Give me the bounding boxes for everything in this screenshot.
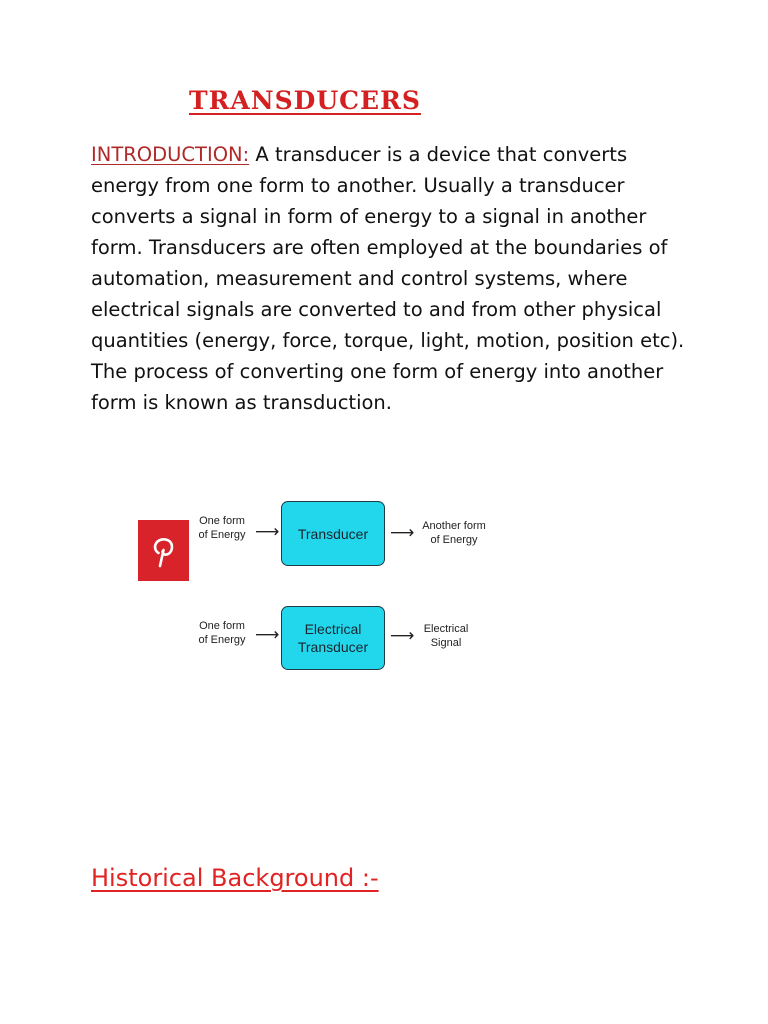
transducer-box-label: Transducer (297, 525, 369, 542)
row1-output-arrow: ⟶ (390, 523, 415, 543)
electrical-transducer-box (281, 606, 385, 670)
historical-background-heading: Historical Background :- (91, 864, 379, 892)
row2-output-line1: Electrical (423, 623, 469, 635)
introduction-text: A transducer is a device that converts energy from one form to another. Usually a transducer converts a signal in form of energy to a signal in another form. Transducers are often employed at the boundaries of automation, measurement and control systems, where electrical signals are converted to and from other physical quantities (energy, force, torque, light, motion, position etc). The process of converting one form of energy into another form is known as transduction. (91, 143, 685, 414)
row1-input-line1: One form (199, 515, 245, 527)
row2-output-label (406, 622, 486, 650)
row1-input-line2: of Energy (198, 529, 246, 541)
transducer-diagram (138, 482, 548, 677)
row1-output-line2: of Energy (430, 534, 478, 546)
row2-input-line2: of Energy (198, 634, 246, 646)
row1-output-line1: Another form (422, 520, 486, 532)
pinterest-icon (151, 534, 177, 568)
row2-input-line1: One form (199, 620, 245, 632)
row2-output-arrow: ⟶ (390, 626, 415, 646)
introduction-paragraph (91, 139, 691, 418)
row2-input-label (192, 619, 252, 647)
row2-output-line2: Signal (430, 637, 462, 649)
row1-input-arrow: ⟶ (255, 522, 280, 542)
electrical-transducer-label-line1: Electrical (304, 621, 362, 637)
row2-input-arrow: ⟶ (255, 625, 280, 645)
document-title: TRANSDUCERS (189, 86, 421, 115)
introduction-label: INTRODUCTION: (91, 143, 250, 166)
row1-input-label (192, 514, 252, 542)
pinterest-save-button[interactable] (138, 520, 189, 581)
transducer-box (281, 501, 385, 566)
row1-output-label (414, 519, 494, 547)
electrical-transducer-label-line2: Transducer (297, 639, 369, 655)
